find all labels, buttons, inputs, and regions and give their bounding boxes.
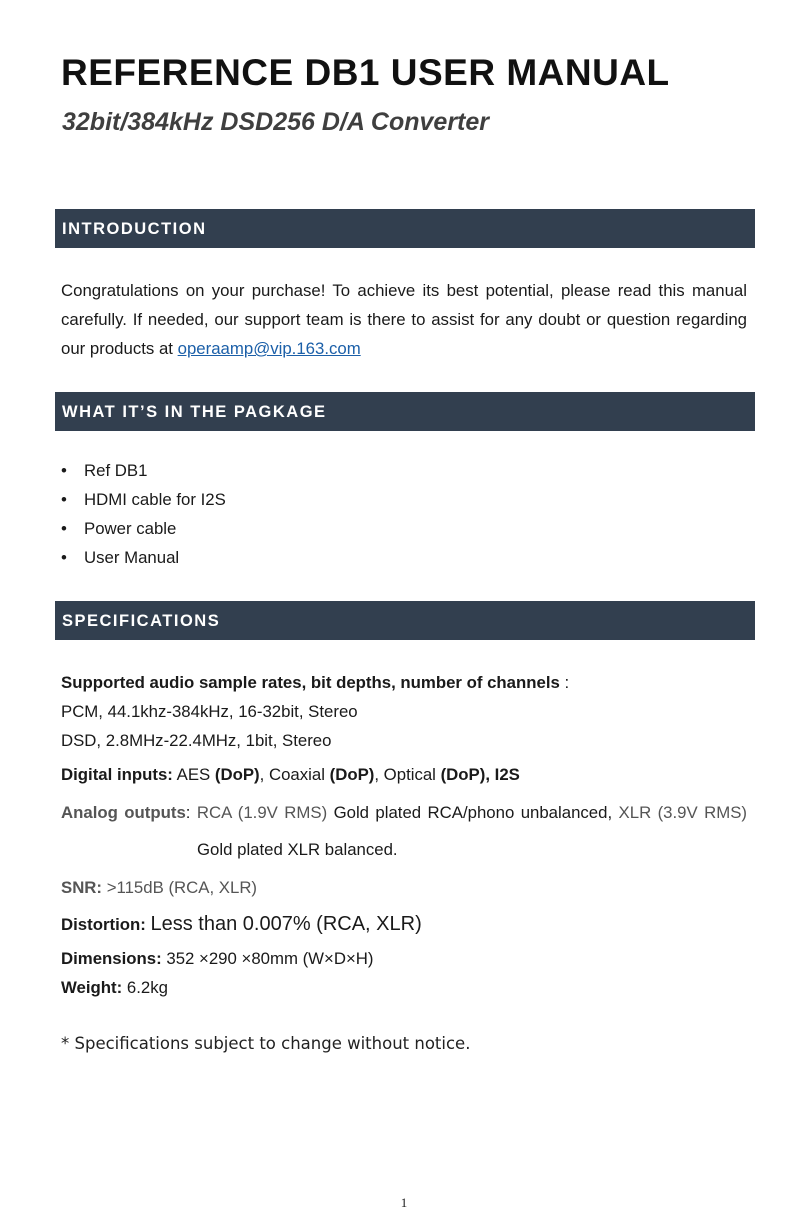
spec-snr: SNR: >115dB (RCA, XLR): [61, 878, 258, 897]
specifications-heading-bar: SPECIFICATIONS: [55, 601, 755, 640]
bullet-icon: •: [61, 519, 67, 538]
list-item: • Ref DB1: [61, 456, 226, 485]
spec-distortion: Distortion: Less than 0.007% (RCA, XLR): [61, 913, 422, 935]
bullet-icon: •: [61, 490, 67, 509]
spec-pcm: PCM, 44.1khz-384kHz, 16-32bit, Stereo: [61, 702, 358, 721]
package-contents-list: [61, 456, 226, 572]
list-item: • HDMI cable for I2S: [61, 485, 226, 514]
introduction-heading-bar: INTRODUCTION: [55, 209, 755, 248]
document-subtitle: 32bit/384kHz DSD256 D/A Converter: [62, 108, 490, 136]
introduction-paragraph: [61, 276, 747, 363]
spec-analog-outputs: Analog outputs: RCA (1.9V RMS) Gold plated RCA/phono unbalanced, XLR (3.9V RMS): [61, 803, 747, 822]
introduction-text: Congratulations on your purchase! To achieve its best potential, please read this manual carefully. If needed, our support team is there to assist for any doubt or question regarding our products at: [61, 281, 747, 358]
document-title: REFERENCE DB1 USER MANUAL: [61, 52, 670, 93]
package-heading-bar: WHAT IT’S IN THE PAGKAGE: [55, 392, 755, 431]
spec-weight: Weight: 6.2kg: [61, 978, 168, 997]
spec-digital-inputs: Digital inputs: AES (DoP), Coaxial (DoP), Optical (DoP), I2S: [61, 765, 520, 784]
list-item: • User Manual: [61, 543, 226, 572]
spec-dimensions: Dimensions: 352 ×290 ×80mm (W×D×H): [61, 949, 374, 968]
spec-sample-rates-label: Supported audio sample rates, bit depths, number of channels :: [61, 673, 570, 692]
bullet-icon: •: [61, 461, 67, 480]
support-email-link[interactable]: operaamp@vip.163.com: [177, 339, 361, 358]
specifications-note: * Specifications subject to change without notice.: [61, 1034, 471, 1053]
bullet-icon: •: [61, 548, 67, 567]
list-item: • Power cable: [61, 514, 226, 543]
spec-dsd: DSD, 2.8MHz-22.4MHz, 1bit, Stereo: [61, 731, 332, 750]
spec-analog-outputs-xlr-desc: Gold plated XLR balanced.: [197, 840, 398, 859]
page-number: 1: [400, 1195, 408, 1210]
